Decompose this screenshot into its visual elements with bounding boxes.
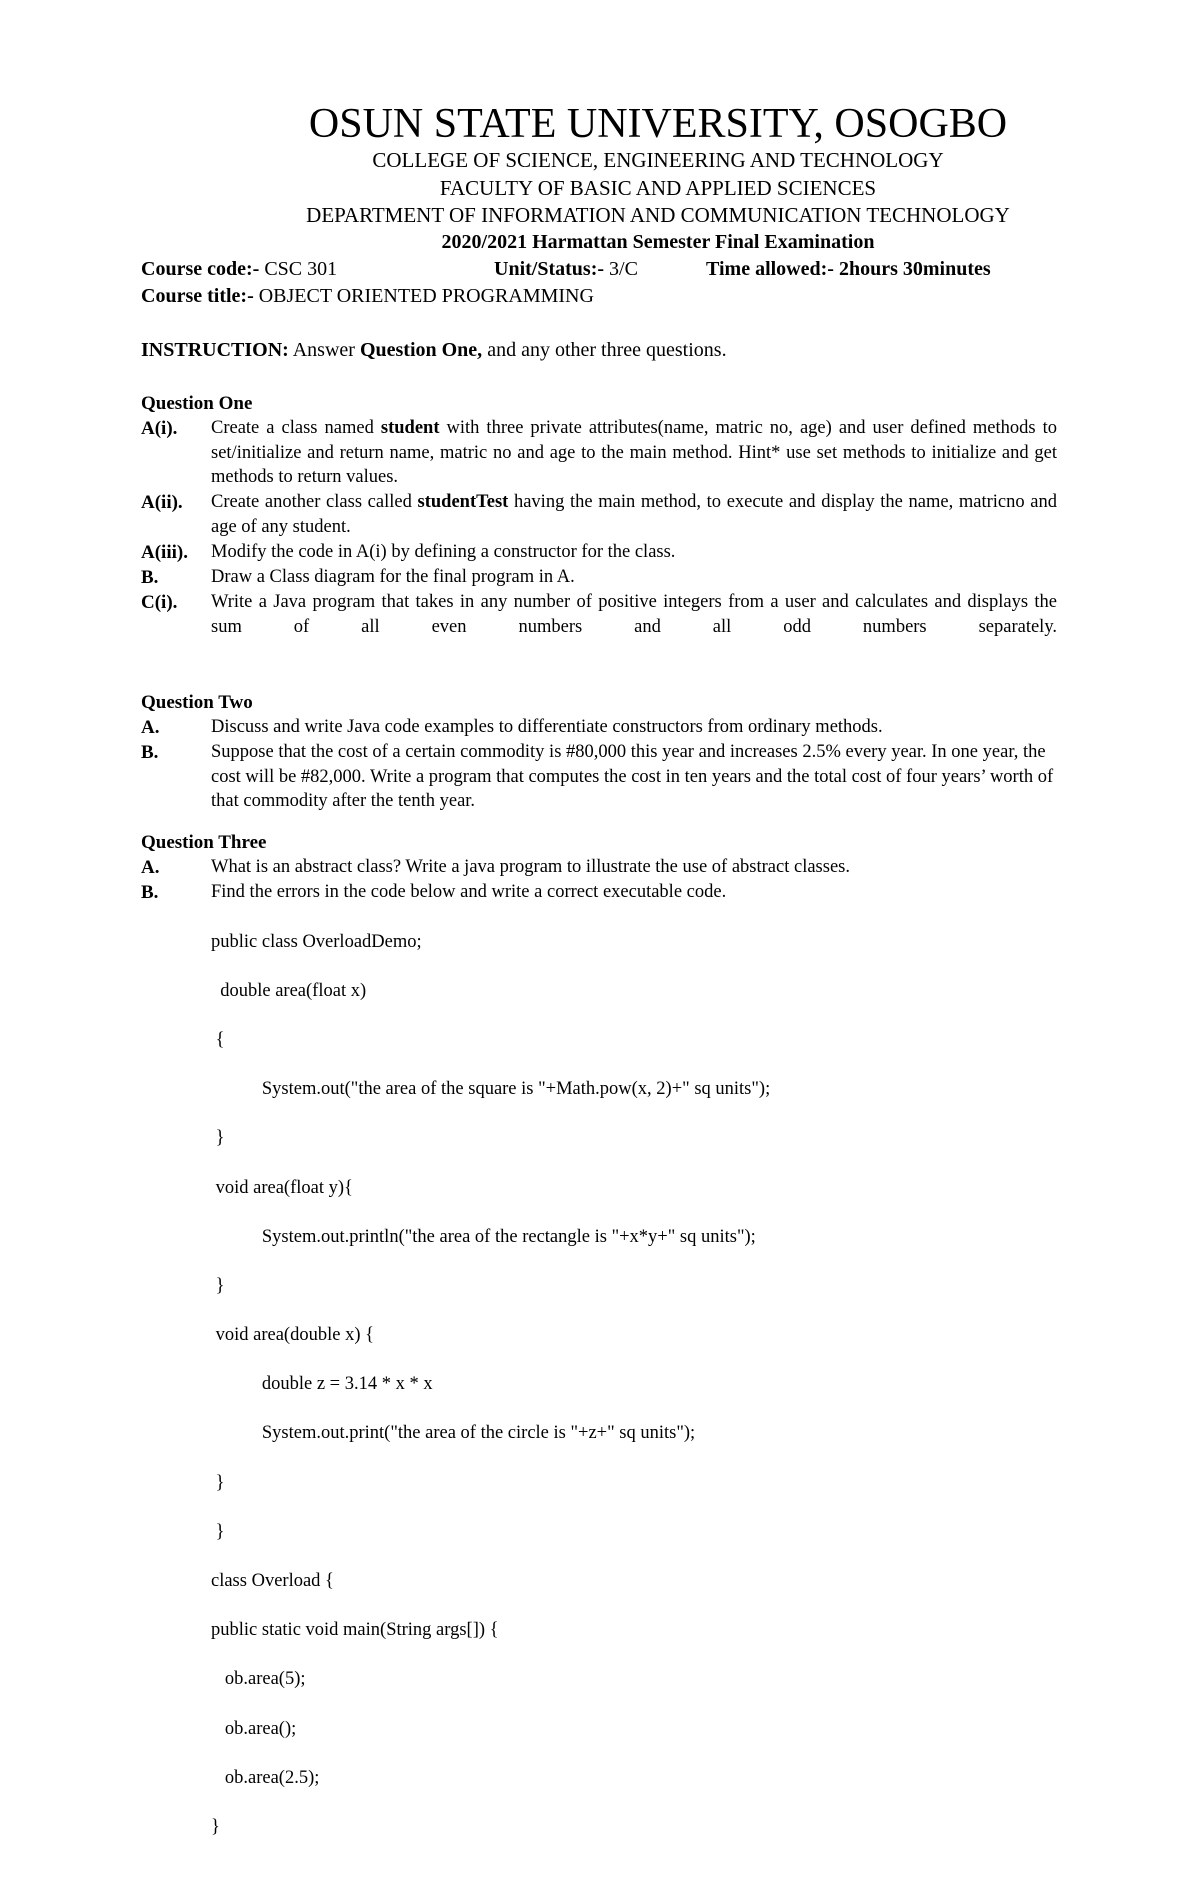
question-two-heading: Question Two [141,692,253,713]
exam-title: 2020/2021 Harmattan Semester Final Examination [441,231,875,253]
code-line: void area(float y){ [211,1177,353,1198]
department-name: DEPARTMENT OF INFORMATION AND COMMUNICATION TECHNOLOGY [306,203,1010,227]
time-allowed-value: 2hours 30minutes [838,258,991,280]
course-title-label: Course title:- [141,285,254,307]
code-line: public static void main(String args[]) { [211,1620,499,1641]
instruction-pre: Answer [292,339,355,361]
q1-a1-label: A(i). [141,418,178,439]
q1-a2-bold: studentTest [417,492,509,512]
course-title-line [141,284,594,309]
q1-b-label: B. [141,567,159,588]
code-line: class Overload { [211,1571,334,1592]
unit-status-value: 3/C [609,258,638,280]
question-one-heading: Question One [141,393,253,414]
q3-b-text: Find the errors in the code below and write a correct executable code. [211,882,727,902]
code-line: public class OverloadDemo; [211,931,422,952]
unit-status-line [494,257,638,282]
code-line: } [211,1128,225,1149]
instruction-label: INSTRUCTION: [141,339,289,361]
code-listing [211,905,770,1889]
q1-a2-pre: Create another class called [211,492,412,512]
code-line: } [211,1472,225,1493]
college-name: COLLEGE OF SCIENCE, ENGINEERING AND TECHNOLOGY [372,148,944,172]
code-line: System.out.println("the area of the rectangle is "+x*y+" sq units"); [211,1226,756,1247]
q1-a1-post: with three private attributes(name, matric no, age) and user defined methods to set/initialize and return name, matric no and age to the main method. Hint* use set methods to initialize and get methods to return values. [211,418,1058,488]
code-line: } [211,1816,220,1837]
course-code-line [141,257,337,282]
question-three-heading: Question Three [141,832,267,853]
q1-a1-pre: Create a class named [211,418,374,438]
time-allowed-line [706,257,991,282]
code-line: ob.area(); [211,1718,297,1739]
q1-a2-post: having the main method, to execute and display the name, matricno and age of any student. [211,492,1058,537]
q2-b-text: Suppose that the cost of a certain commodity is #80,000 this year and increases 2.5% every year. In one year, the cost will be #82,000. Write a program that computes the cost in ten years and the total cost of four years’ worth of that commodity after the tenth year. [211,742,1054,812]
code-line: } [211,1275,225,1296]
code-line: ob.area(5); [211,1669,306,1690]
q1-a3-text: Modify the code in A(i) by defining a constructor for the class. [211,542,676,562]
q1-a1-bold: student [380,418,440,438]
instruction-post: and any other three questions. [487,339,727,361]
course-code-value: CSC 301 [264,258,338,280]
q1-c-label: C(i). [141,592,178,613]
course-title-value: OBJECT ORIENTED PROGRAMMING [258,285,594,307]
q2-b-label: B. [141,742,159,763]
code-line: } [211,1521,225,1542]
q1-a1-text [211,416,1057,490]
code-line: void area(double x) { [211,1325,374,1346]
q3-b-label: B. [141,882,159,903]
code-line: double area(float x) [211,980,367,1001]
q1-c-text: Write a Java program that takes in any number of positive integers from a user and calculates and displays the sum of all even numbers and all odd numbers separately. [211,592,1057,637]
code-line: ob.area(2.5); [211,1767,320,1788]
q2-a-text: Discuss and write Java code examples to differentiate constructors from ordinary methods. [211,717,883,737]
q1-a3-label: A(iii). [141,542,188,563]
time-allowed-label: Time allowed:- [706,258,834,280]
code-line: System.out("the area of the square is "+Math.pow(x, 2)+" sq units"); [211,1079,771,1100]
faculty-name: FACULTY OF BASIC AND APPLIED SCIENCES [439,176,877,200]
instruction-bold: Question One, [359,339,483,361]
course-code-label: Course code:- [141,258,260,280]
q1-b-text: Draw a Class diagram for the final program in A. [211,567,575,587]
code-line: { [211,1029,225,1050]
q2-a-label: A. [141,717,160,738]
unit-status-label: Unit/Status:- [494,258,605,280]
q3-a-text: What is an abstract class? Write a java program to illustrate the use of abstract classes. [211,857,850,877]
university-title: OSUN STATE UNIVERSITY, OSOGBO [308,101,1008,147]
q3-a-label: A. [141,857,160,878]
q1-a2-label: A(ii). [141,492,183,513]
code-line: double z = 3.14 * x * x [211,1374,433,1395]
instruction-line [141,338,727,363]
code-line: System.out.print("the area of the circle is "+z+" sq units"); [211,1423,696,1444]
q1-a2-text [211,490,1057,539]
